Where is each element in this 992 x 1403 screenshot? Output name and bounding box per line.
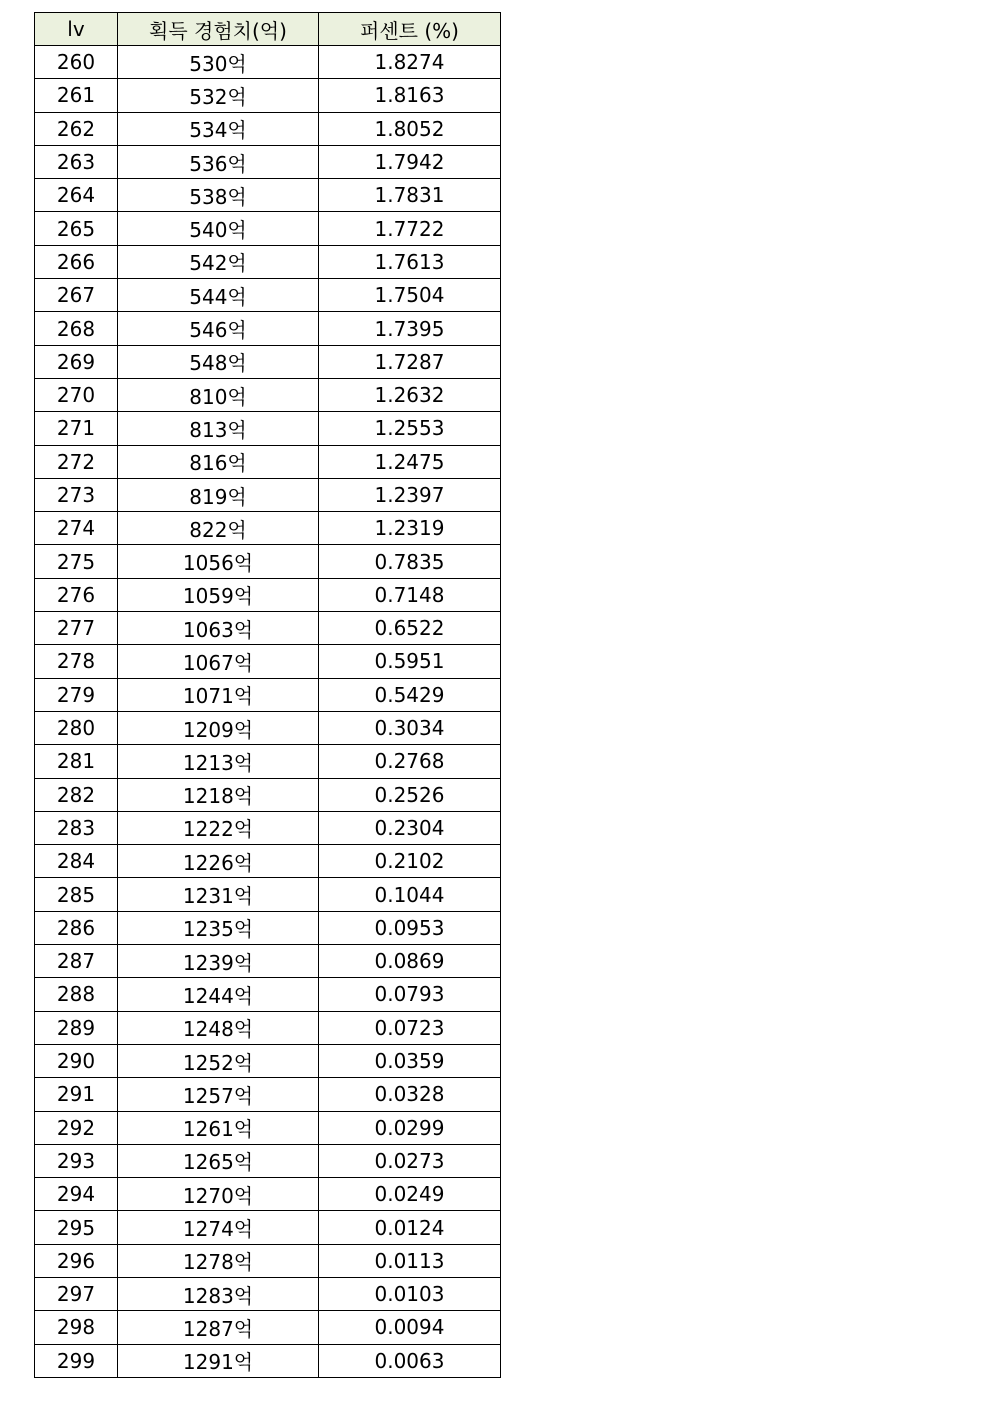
exp-gained-cell: 1059억 — [118, 578, 319, 611]
percent-cell: 1.2319 — [319, 512, 501, 545]
level-cell: 286 — [35, 911, 118, 944]
level-cell: 274 — [35, 512, 118, 545]
table-row — [35, 1011, 501, 1044]
header-percent: 퍼센트 (%) — [319, 13, 501, 46]
level-cell: 298 — [35, 1311, 118, 1344]
percent-cell: 0.0723 — [319, 1011, 501, 1044]
percent-cell: 0.2304 — [319, 811, 501, 844]
exp-gained-cell: 1287억 — [118, 1311, 319, 1344]
exp-gained-cell: 540억 — [118, 212, 319, 245]
exp-gained-cell: 1222억 — [118, 811, 319, 844]
header-exp-gained: 획득 경험치(억) — [118, 13, 319, 46]
percent-cell: 0.3034 — [319, 711, 501, 744]
exp-gained-cell: 544억 — [118, 279, 319, 312]
exp-gained-cell: 546억 — [118, 312, 319, 345]
exp-gained-cell: 534억 — [118, 112, 319, 145]
percent-cell: 0.6522 — [319, 612, 501, 645]
table-row — [35, 1044, 501, 1077]
percent-cell: 0.7148 — [319, 578, 501, 611]
exp-gained-cell: 1270억 — [118, 1178, 319, 1211]
level-cell: 279 — [35, 678, 118, 711]
exp-gained-cell: 1235억 — [118, 911, 319, 944]
percent-cell: 1.2553 — [319, 412, 501, 445]
percent-cell: 0.1044 — [319, 878, 501, 911]
exp-gained-cell: 1265억 — [118, 1144, 319, 1177]
percent-cell: 0.0124 — [319, 1211, 501, 1244]
table-row — [35, 445, 501, 478]
exp-gained-cell: 538억 — [118, 179, 319, 212]
table-row — [35, 911, 501, 944]
percent-cell: 0.5951 — [319, 645, 501, 678]
table-row — [35, 778, 501, 811]
table-row — [35, 79, 501, 112]
exp-gained-cell: 1063억 — [118, 612, 319, 645]
level-cell: 290 — [35, 1044, 118, 1077]
level-cell: 294 — [35, 1178, 118, 1211]
table-row — [35, 811, 501, 844]
percent-cell: 1.7831 — [319, 179, 501, 212]
percent-cell: 0.2526 — [319, 778, 501, 811]
percent-cell: 1.7942 — [319, 145, 501, 178]
level-cell: 297 — [35, 1277, 118, 1310]
level-cell: 281 — [35, 745, 118, 778]
table-row — [35, 878, 501, 911]
exp-gained-cell: 1231억 — [118, 878, 319, 911]
level-cell: 280 — [35, 711, 118, 744]
table-row — [35, 1144, 501, 1177]
percent-cell: 0.0869 — [319, 945, 501, 978]
exp-gained-cell: 1291억 — [118, 1344, 319, 1377]
exp-gained-cell: 1261억 — [118, 1111, 319, 1144]
table-row — [35, 1178, 501, 1211]
table-row — [35, 245, 501, 278]
table-row — [35, 645, 501, 678]
exp-gained-cell: 822억 — [118, 512, 319, 545]
percent-cell: 0.0113 — [319, 1244, 501, 1277]
percent-cell: 0.0273 — [319, 1144, 501, 1177]
exp-gained-cell: 536억 — [118, 145, 319, 178]
level-cell: 262 — [35, 112, 118, 145]
table-row — [35, 711, 501, 744]
exp-gained-cell: 1252억 — [118, 1044, 319, 1077]
level-cell: 268 — [35, 312, 118, 345]
level-cell: 270 — [35, 378, 118, 411]
table-row — [35, 279, 501, 312]
level-cell: 283 — [35, 811, 118, 844]
header-level: lv — [35, 13, 118, 46]
percent-cell: 0.0249 — [319, 1178, 501, 1211]
exp-gained-cell: 1209억 — [118, 711, 319, 744]
level-cell: 261 — [35, 79, 118, 112]
level-cell: 260 — [35, 46, 118, 79]
percent-cell: 1.8274 — [319, 46, 501, 79]
table-row — [35, 512, 501, 545]
percent-cell: 1.2475 — [319, 445, 501, 478]
table-row — [35, 612, 501, 645]
table-row — [35, 678, 501, 711]
percent-cell: 1.7722 — [319, 212, 501, 245]
exp-gained-cell: 1244억 — [118, 978, 319, 1011]
level-cell: 299 — [35, 1344, 118, 1377]
percent-cell: 1.8163 — [319, 79, 501, 112]
percent-cell: 0.0063 — [319, 1344, 501, 1377]
exp-gained-cell: 1283억 — [118, 1277, 319, 1310]
level-cell: 282 — [35, 778, 118, 811]
table-row — [35, 1078, 501, 1111]
level-cell: 264 — [35, 179, 118, 212]
percent-cell: 0.0953 — [319, 911, 501, 944]
percent-cell: 1.2632 — [319, 378, 501, 411]
level-cell: 266 — [35, 245, 118, 278]
exp-gained-cell: 548억 — [118, 345, 319, 378]
table-row — [35, 145, 501, 178]
exp-gained-cell: 1067억 — [118, 645, 319, 678]
level-cell: 295 — [35, 1211, 118, 1244]
level-cell: 296 — [35, 1244, 118, 1277]
exp-gained-cell: 1056억 — [118, 545, 319, 578]
exp-gained-cell: 1218억 — [118, 778, 319, 811]
exp-gained-cell: 1248억 — [118, 1011, 319, 1044]
level-cell: 277 — [35, 612, 118, 645]
table-row — [35, 845, 501, 878]
percent-cell: 0.5429 — [319, 678, 501, 711]
table-row — [35, 478, 501, 511]
exp-gained-cell: 1257억 — [118, 1078, 319, 1111]
level-exp-table — [34, 12, 501, 1378]
level-cell: 263 — [35, 145, 118, 178]
level-cell: 293 — [35, 1144, 118, 1177]
table-row — [35, 745, 501, 778]
percent-cell: 0.0793 — [319, 978, 501, 1011]
table-header — [35, 13, 501, 46]
exp-gained-cell: 532억 — [118, 79, 319, 112]
exp-gained-cell: 819억 — [118, 478, 319, 511]
percent-cell: 1.7287 — [319, 345, 501, 378]
exp-gained-cell: 1274억 — [118, 1211, 319, 1244]
table-row — [35, 179, 501, 212]
table-row — [35, 112, 501, 145]
percent-cell: 0.0359 — [319, 1044, 501, 1077]
header-row — [35, 13, 501, 46]
table-row — [35, 378, 501, 411]
table-row — [35, 412, 501, 445]
level-cell: 291 — [35, 1078, 118, 1111]
table-row — [35, 212, 501, 245]
level-cell: 284 — [35, 845, 118, 878]
exp-gained-cell: 530억 — [118, 46, 319, 79]
table-body — [35, 46, 501, 1378]
exp-gained-cell: 1226억 — [118, 845, 319, 878]
table-row — [35, 1111, 501, 1144]
percent-cell: 1.7504 — [319, 279, 501, 312]
table-row — [35, 578, 501, 611]
table-row — [35, 312, 501, 345]
percent-cell: 1.8052 — [319, 112, 501, 145]
exp-gained-cell: 1239억 — [118, 945, 319, 978]
percent-cell: 0.2768 — [319, 745, 501, 778]
percent-cell: 0.0094 — [319, 1311, 501, 1344]
table-row — [35, 1244, 501, 1277]
level-cell: 272 — [35, 445, 118, 478]
table-row — [35, 978, 501, 1011]
level-cell: 265 — [35, 212, 118, 245]
percent-cell: 0.0299 — [319, 1111, 501, 1144]
exp-gained-cell: 816억 — [118, 445, 319, 478]
level-cell: 289 — [35, 1011, 118, 1044]
level-cell: 276 — [35, 578, 118, 611]
table-row — [35, 46, 501, 79]
percent-cell: 1.7613 — [319, 245, 501, 278]
level-cell: 267 — [35, 279, 118, 312]
level-cell: 269 — [35, 345, 118, 378]
level-cell: 285 — [35, 878, 118, 911]
table-row — [35, 1211, 501, 1244]
percent-cell: 0.0328 — [319, 1078, 501, 1111]
table-row — [35, 1344, 501, 1377]
exp-gained-cell: 1071억 — [118, 678, 319, 711]
percent-cell: 0.0103 — [319, 1277, 501, 1310]
percent-cell: 0.7835 — [319, 545, 501, 578]
level-cell: 273 — [35, 478, 118, 511]
level-cell: 271 — [35, 412, 118, 445]
exp-gained-cell: 813억 — [118, 412, 319, 445]
level-cell: 292 — [35, 1111, 118, 1144]
table-row — [35, 945, 501, 978]
exp-gained-cell: 542억 — [118, 245, 319, 278]
table-row — [35, 545, 501, 578]
exp-gained-cell: 810억 — [118, 378, 319, 411]
level-cell: 275 — [35, 545, 118, 578]
level-cell: 278 — [35, 645, 118, 678]
level-cell: 288 — [35, 978, 118, 1011]
exp-gained-cell: 1213억 — [118, 745, 319, 778]
table-row — [35, 345, 501, 378]
percent-cell: 1.7395 — [319, 312, 501, 345]
level-cell: 287 — [35, 945, 118, 978]
exp-gained-cell: 1278억 — [118, 1244, 319, 1277]
table-row — [35, 1277, 501, 1310]
percent-cell: 1.2397 — [319, 478, 501, 511]
percent-cell: 0.2102 — [319, 845, 501, 878]
table-row — [35, 1311, 501, 1344]
